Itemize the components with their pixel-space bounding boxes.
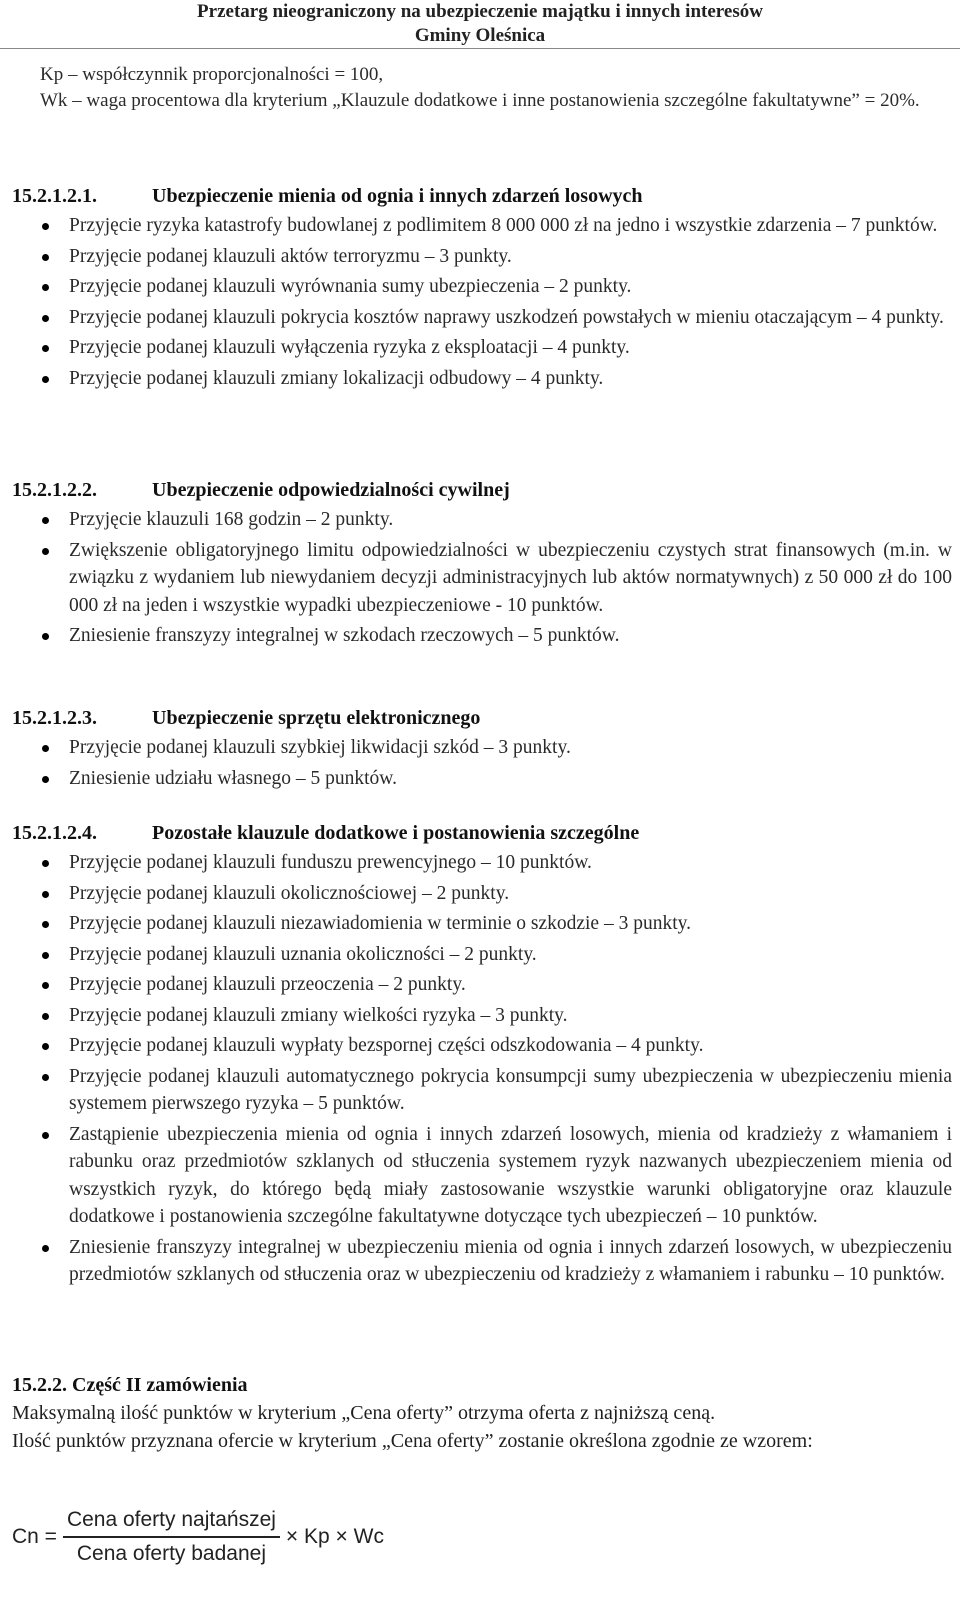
bullet-icon xyxy=(42,982,49,989)
list-item: Zwiększenie obligatoryjnego limitu odpowiedzialności w ubezpieczeniu czystych strat finansowych (m.in. w związku z wydaniem lub niewydaniem decyzji administracyjnych lub aktów normatywnych) z 50 000 zł do 100 000 zł na jeden i wszystkie wypadki ubezpieczeniowe - 10 punktów. xyxy=(12,537,952,620)
formula-rhs: × Kp × Wc xyxy=(285,1525,384,1548)
intro-definitions xyxy=(40,62,960,114)
bullet-icon xyxy=(42,517,49,524)
bullet-list xyxy=(12,734,952,792)
section-civil-liability xyxy=(12,476,952,653)
list-item: Zniesienie udziału własnego – 5 punktów. xyxy=(12,765,952,793)
list-item: Przyjęcie klauzuli 168 godzin – 2 punkty. xyxy=(12,506,952,534)
list-item: Przyjęcie podanej klauzuli zmiany wielkości ryzyka – 3 punkty. xyxy=(12,1002,952,1030)
bullet-icon xyxy=(42,1245,49,1252)
list-item: Przyjęcie podanej klauzuli pokrycia kosztów naprawy uszkodzeń powstałych w mieniu otaczającym – 4 punkty. xyxy=(12,304,952,332)
section-other-clauses xyxy=(12,819,952,1292)
paragraph: Maksymalną ilość punktów w kryterium „Cena oferty” otrzyma oferta z najniższą ceną. xyxy=(12,1402,716,1424)
section-electronic-equipment xyxy=(12,704,952,795)
intro-line-kp: Kp – współczynnik proporcjonalności = 100, xyxy=(40,64,384,85)
section-heading xyxy=(12,819,952,847)
formula-fraction xyxy=(63,1508,280,1566)
paragraph: Ilość punktów przyznana ofercie w kryterium „Cena oferty” zostanie określona zgodnie ze wzorem: xyxy=(12,1430,813,1452)
list-item: Przyjęcie podanej klauzuli szybkiej likwidacji szkód – 3 punkty. xyxy=(12,734,952,762)
bullet-icon xyxy=(42,776,49,783)
formula-denominator: Cena oferty badanej xyxy=(76,1542,266,1565)
list-item: Przyjęcie podanej klauzuli wyłączenia ryzyka z eksploatacji – 4 punkty. xyxy=(12,334,952,362)
list-item: Przyjęcie podanej klauzuli zmiany lokalizacji odbudowy – 4 punkty. xyxy=(12,365,952,393)
section-title: Pozostałe klauzule dodatkowe i postanowienia szczególne xyxy=(152,822,640,844)
list-item: Przyjęcie podanej klauzuli aktów terroryzmu – 3 punkty. xyxy=(12,243,952,271)
list-item: Zastąpienie ubezpieczenia mienia od ognia i innych zdarzeń losowych, mienia od kradzieży z włamaniem i rabunku oraz przedmiotów szklanych od stłuczenia systemem ryzyk nazwanych ubezpieczeniem mienia od wszystkich ryzyk, do którego będą miały zastosowanie wszystkie warunki obligatoryjne oraz klauzule dodatkowe i postanowienia szczególne fakultatywne dotyczące tych ubezpieczeń – 10 punktów. xyxy=(12,1121,952,1231)
bullet-icon xyxy=(42,633,49,640)
bullet-icon xyxy=(42,745,49,752)
section-heading xyxy=(12,476,952,504)
bullet-list xyxy=(12,212,952,392)
bullet-icon xyxy=(42,1132,49,1139)
list-item: Przyjęcie podanej klauzuli automatycznego pokrycia konsumpcji sumy ubezpieczenia w ubezpieczeniu mienia systemem pierwszego ryzyka – 5 punktów. xyxy=(12,1063,952,1118)
bullet-icon xyxy=(42,891,49,898)
formula-numerator: Cena oferty najtańszej xyxy=(63,1508,280,1538)
section-title: Ubezpieczenie mienia od ognia i innych zdarzeń losowych xyxy=(152,185,643,207)
section-number: 15.2.1.2.3. xyxy=(12,707,97,729)
list-item: Przyjęcie podanej klauzuli niezawiadomienia w terminie o szkodzie – 3 punkty. xyxy=(12,910,952,938)
bullet-icon xyxy=(42,284,49,291)
list-item: Przyjęcie podanej klauzuli okolicznościowej – 2 punkty. xyxy=(12,880,952,908)
section-number: 15.2.1.2.4. xyxy=(12,822,97,844)
bullet-icon xyxy=(42,921,49,928)
section-heading xyxy=(12,704,952,732)
header-title-line1: Przetarg nieograniczony na ubezpieczenie majątku i innych interesów xyxy=(197,1,763,22)
bullet-icon xyxy=(42,1074,49,1081)
bullet-icon xyxy=(42,1013,49,1020)
section-title: Ubezpieczenie odpowiedzialności cywilnej xyxy=(152,479,510,501)
intro-line-wk: Wk – waga procentowa dla kryterium „Klauzule dodatkowe i inne postanowienia szczególne fakultatywne” = 20%. xyxy=(40,90,920,111)
bullet-list xyxy=(12,506,952,650)
price-formula xyxy=(12,1502,384,1572)
bullet-icon xyxy=(42,315,49,322)
bullet-icon xyxy=(42,223,49,230)
section-number: 15.2.1.2.1. xyxy=(12,185,97,207)
part-ii-text xyxy=(12,1399,927,1455)
section-fire-insurance xyxy=(12,182,952,395)
list-item: Przyjęcie podanej klauzuli funduszu prewencyjnego – 10 punktów. xyxy=(12,849,952,877)
document-header xyxy=(0,0,960,49)
bullet-icon xyxy=(42,1043,49,1050)
bullet-list xyxy=(12,849,952,1289)
section-heading xyxy=(12,182,952,210)
part-ii-heading: 15.2.2. Część II zamówienia xyxy=(12,1374,248,1396)
header-title-line2: Gminy Oleśnica xyxy=(414,25,546,46)
list-item: Zniesienie franszyzy integralnej w szkodach rzeczowych – 5 punktów. xyxy=(12,622,952,650)
bullet-icon xyxy=(42,952,49,959)
list-item: Przyjęcie ryzyka katastrofy budowlanej z podlimitem 8 000 000 zł na jedno i wszystkie zdarzenia – 7 punktów. xyxy=(12,212,952,240)
bullet-icon xyxy=(42,860,49,867)
formula-lhs: Cn = xyxy=(12,1525,57,1548)
bullet-icon xyxy=(42,376,49,383)
list-item: Przyjęcie podanej klauzuli przeoczenia – 2 punkty. xyxy=(12,971,952,999)
list-item: Przyjęcie podanej klauzuli wypłaty bezspornej części odszkodowania – 4 punkty. xyxy=(12,1032,952,1060)
list-item: Zniesienie franszyzy integralnej w ubezpieczeniu mienia od ognia i innych zdarzeń losowych, w ubezpieczeniu przedmiotów szklanych od stłuczenia oraz w ubezpieczeniu od kradzieży z włamaniem i rabunku – 10 punktów. xyxy=(12,1234,952,1289)
list-item: Przyjęcie podanej klauzuli wyrównania sumy ubezpieczenia – 2 punkty. xyxy=(12,273,952,301)
bullet-icon xyxy=(42,254,49,261)
bullet-icon xyxy=(42,345,49,352)
section-number: 15.2.1.2.2. xyxy=(12,479,97,501)
bullet-icon xyxy=(42,548,49,555)
section-title: Ubezpieczenie sprzętu elektronicznego xyxy=(152,707,481,729)
list-item: Przyjęcie podanej klauzuli uznania okoliczności – 2 punkty. xyxy=(12,941,952,969)
